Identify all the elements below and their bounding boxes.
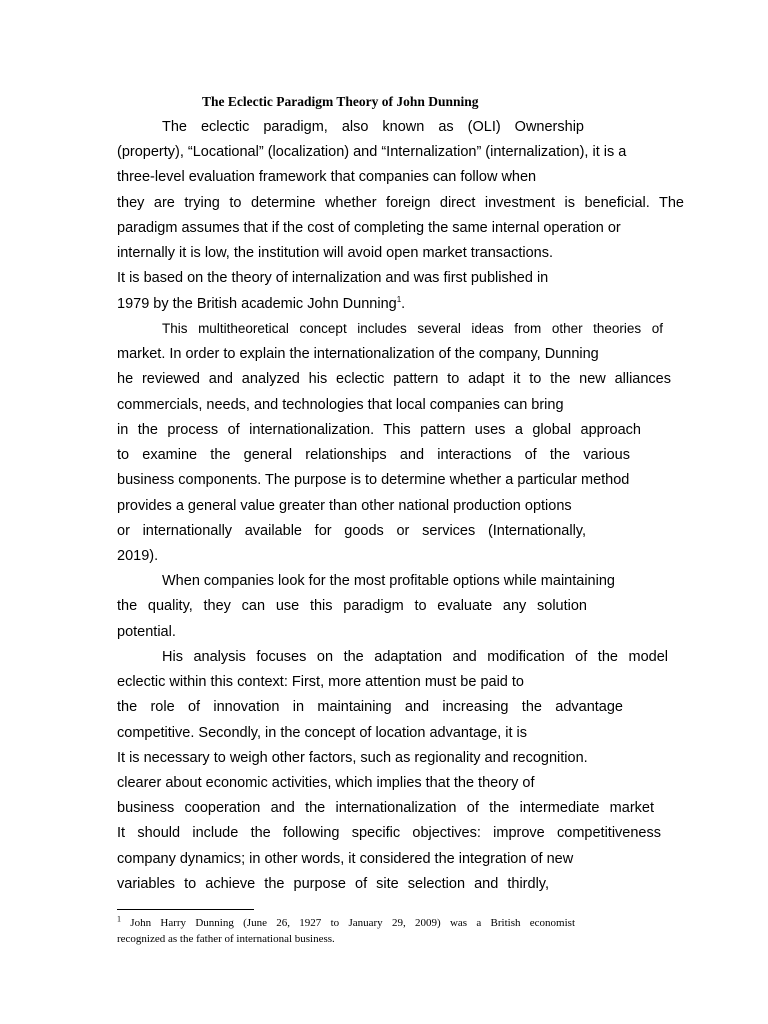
body-line: market. In order to explain the internationalization of the company, Dunning (117, 346, 599, 362)
body-line: three-level evaluation framework that companies can follow when (117, 169, 537, 185)
body-line (117, 294, 405, 314)
body-line: It should include the following specific objectives: improve competitiveness (117, 825, 661, 841)
body-line: provides a general value greater than other national production options (117, 498, 572, 514)
footnote-text: John Harry Dunning (June 26, 1927 to January 29, 2009) was a British economist (130, 917, 575, 929)
footnote-continuation: recognized as the father of international business. (117, 933, 335, 945)
body-line: The eclectic paradigm, also known as (OLI) Ownership (162, 119, 584, 135)
body-line: in the process of internationalization. This pattern uses a global approach (117, 422, 641, 438)
body-line: to examine the general relationships and interactions of the various (117, 447, 630, 463)
body-line: the role of innovation in maintaining and increasing the advantage (117, 699, 623, 715)
body-line: It is based on the theory of internalization and was first published in (117, 270, 549, 286)
body-line-text: 1979 by the British academic John Dunning (117, 296, 397, 312)
footnote-marker: 1 (117, 914, 121, 924)
body-line: variables to achieve the purpose of site selection and thirdly, (117, 876, 549, 892)
page-title: The Eclectic Paradigm Theory of John Dunning (202, 94, 479, 109)
body-line: business cooperation and the internationalization of the intermediate market (117, 800, 654, 816)
body-line: the quality, they can use this paradigm to evaluate any solution (117, 598, 587, 614)
footnote-rule (117, 909, 254, 910)
body-line: business components. The purpose is to determine whether a particular method (117, 472, 630, 488)
body-line: internally it is low, the institution will avoid open market transactions. (117, 245, 554, 261)
body-line: potential. (117, 624, 176, 640)
body-line: 2019). (117, 548, 159, 564)
body-line: His analysis focuses on the adaptation and modification of the model (162, 649, 668, 665)
body-line: he reviewed and analyzed his eclectic pattern to adapt it to the new alliances (117, 371, 671, 387)
body-line: paradigm assumes that if the cost of completing the same internal operation or (117, 220, 621, 236)
body-line: eclectic within this context: First, more attention must be paid to (117, 674, 524, 690)
body-line: It is necessary to weigh other factors, such as regionality and recognition. (117, 750, 588, 766)
body-line: or internationally available for goods or services (Internationally, (117, 523, 586, 539)
body-line: company dynamics; in other words, it considered the integration of new (117, 851, 574, 867)
body-line: competitive. Secondly, in the concept of location advantage, it is (117, 725, 528, 741)
body-line: When companies look for the most profitable options while maintaining (162, 573, 615, 589)
body-line: clearer about economic activities, which implies that the theory of (117, 775, 535, 791)
body-line: This multitheoretical concept includes several ideas from other theories of (162, 321, 663, 336)
body-line: they are trying to determine whether foreign direct investment is beneficial. The (117, 195, 684, 211)
body-line: commercials, needs, and technologies that local companies can bring (117, 397, 564, 413)
footnote (117, 916, 575, 930)
sentence-period: . (401, 296, 406, 312)
footnote-reference: 1 (396, 295, 402, 305)
body-line: (property), “Locational” (localization) and “Internalization” (internalization), it is a (117, 144, 627, 160)
